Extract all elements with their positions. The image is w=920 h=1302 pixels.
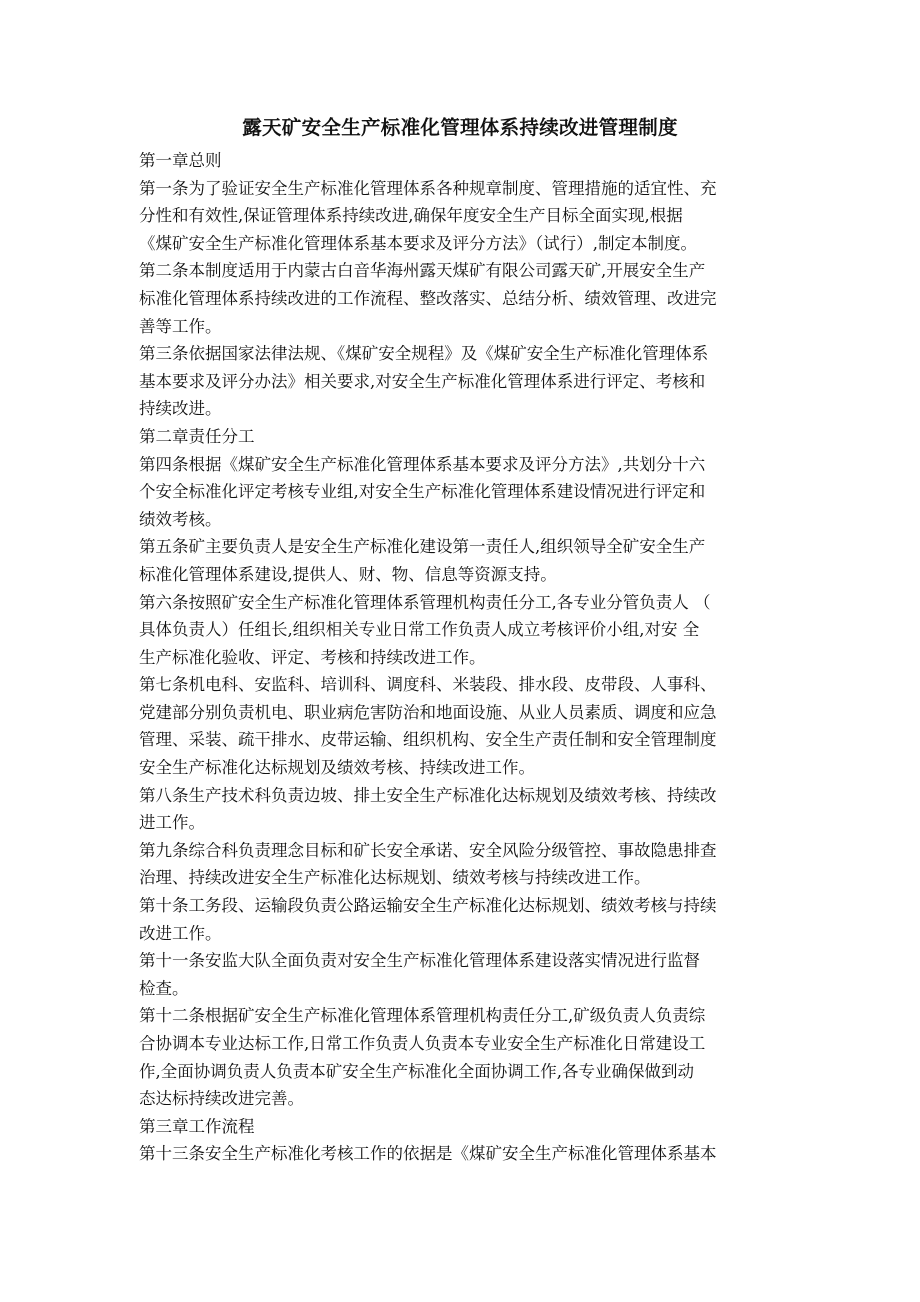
document-title: 露天矿安全生产标准化管理体系持续改进管理制度	[242, 116, 678, 139]
article-paragraph	[139, 451, 791, 534]
text-line: 基本要求及评分办法》相关要求,对安全生产标准化管理体系进行评定、考核和	[139, 371, 706, 391]
text-line: 作,全面协调负责人负责本矿安全生产标准化全面协调工作,各专业确保做到动	[139, 1061, 694, 1081]
article-paragraph	[139, 892, 791, 947]
text-line: 管理、采装、疏干排水、皮带运输、组织机构、安全生产责任制和安全管理制度	[139, 730, 717, 750]
text-line: 党建部分别负责机电、职业病危害防治和地面设施、从业人员素质、调度和应急	[139, 702, 717, 722]
text-line: 第二条本制度适用于内蒙古白音华海州露天煤矿有限公司露天矿,开展安全生产	[139, 261, 706, 281]
text-line: 生产标准化验收、评定、考核和持续改进工作。	[139, 647, 486, 667]
article-paragraph	[139, 175, 791, 258]
text-line: 第九条综合科负责理念目标和矿长安全承诺、安全风险分级管控、事故隐患排查	[139, 840, 717, 860]
article-paragraph	[139, 782, 791, 837]
text-line: 第二章责任分工	[139, 426, 255, 446]
text-line: 第六条按照矿安全生产标准化管理体系管理机构责任分工,各专业分管负责人 （	[139, 592, 711, 612]
text-line: 标准化管理体系持续改进的工作流程、整改落实、总结分析、绩效管理、改进完	[139, 288, 717, 308]
text-line: 分性和有效性,保证管理体系持续改进,确保年度安全生产目标全面实现,根据	[139, 206, 683, 226]
text-line: 检查。	[139, 978, 189, 998]
text-line: 改进工作。	[139, 923, 222, 943]
article-paragraph	[139, 1002, 791, 1112]
text-line: 第三条依据国家法律法规、《煤矿安全规程》及《煤矿安全生产标准化管理体系	[139, 344, 709, 364]
text-line: 《煤矿安全生产标准化管理体系基本要求及评分方法》（试行）,制定本制度。	[139, 233, 697, 253]
text-line: 第四条根据《煤矿安全生产标准化管理体系基本要求及评分方法》,共划分十六	[139, 454, 706, 474]
article-paragraph	[139, 589, 791, 672]
article-paragraph	[139, 947, 791, 1002]
article-paragraph	[139, 257, 791, 340]
article-paragraph	[139, 837, 791, 892]
text-line: 治理、持续改进安全生产标准化达标规划、绩效考核与持续改进工作。	[139, 868, 651, 888]
text-line: 善等工作。	[139, 316, 222, 336]
article-paragraph	[139, 671, 791, 781]
text-line: 第一条为了验证安全生产标准化管理体系各种规章制度、管理措施的适宜性、充	[139, 178, 717, 198]
text-line: 绩效考核。	[139, 509, 222, 529]
text-line: 第八条生产技术科负责边坡、排土安全生产标准化达标规划及绩效考核、持续改	[139, 785, 717, 805]
text-line: 进工作。	[139, 813, 205, 833]
text-line: 态达标持续改进完善。	[139, 1089, 304, 1109]
text-line: 第十三条安全生产标准化考核工作的依据是《煤矿安全生产标准化管理体系基本	[139, 1144, 717, 1164]
article-paragraph	[139, 533, 791, 588]
article-paragraph	[139, 340, 791, 423]
text-line: 具体负责人）任组长,组织相关专业日常工作负责人成立考核评价小组,对安 全	[139, 620, 700, 640]
text-line: 标准化管理体系建设,提供人、财、物、信息等资源支持。	[139, 564, 557, 584]
text-line: 第五条矿主要负责人是安全生产标准化建设第一责任人,组织领导全矿安全生产	[139, 537, 706, 557]
text-line: 第十条工务段、运输段负责公路运输安全生产标准化达标规划、绩效考核与持续	[139, 896, 717, 916]
chapter-heading	[139, 1113, 791, 1141]
chapter-heading	[139, 423, 791, 451]
text-line: 第三章工作流程	[139, 1116, 255, 1136]
text-line: 第七条机电科、安监科、培训科、调度科、米装段、排水段、皮带段、人事科、	[139, 675, 717, 695]
text-line: 第十一条安监大队全面负责对安全生产标准化管理体系建设落实情况进行监督	[139, 951, 700, 971]
text-line: 第十二条根据矿安全生产标准化管理体系管理机构责任分工,矿级负责人负责综	[139, 1006, 706, 1026]
text-line: 安全生产标准化达标规划及绩效考核、持续改进工作。	[139, 758, 535, 778]
text-line: 合协调本专业达标工作,日常工作负责人负责本专业安全生产标准化日常建设工	[139, 1034, 706, 1053]
text-line: 第一章总则	[139, 151, 222, 170]
chapter-heading	[139, 147, 791, 175]
text-line: 个安全标准化评定考核专业组,对安全生产标准化管理体系建设情况进行评定和	[139, 482, 706, 502]
article-paragraph	[139, 1140, 791, 1168]
document-body	[139, 147, 791, 1168]
text-line: 持续改进。	[139, 399, 222, 419]
